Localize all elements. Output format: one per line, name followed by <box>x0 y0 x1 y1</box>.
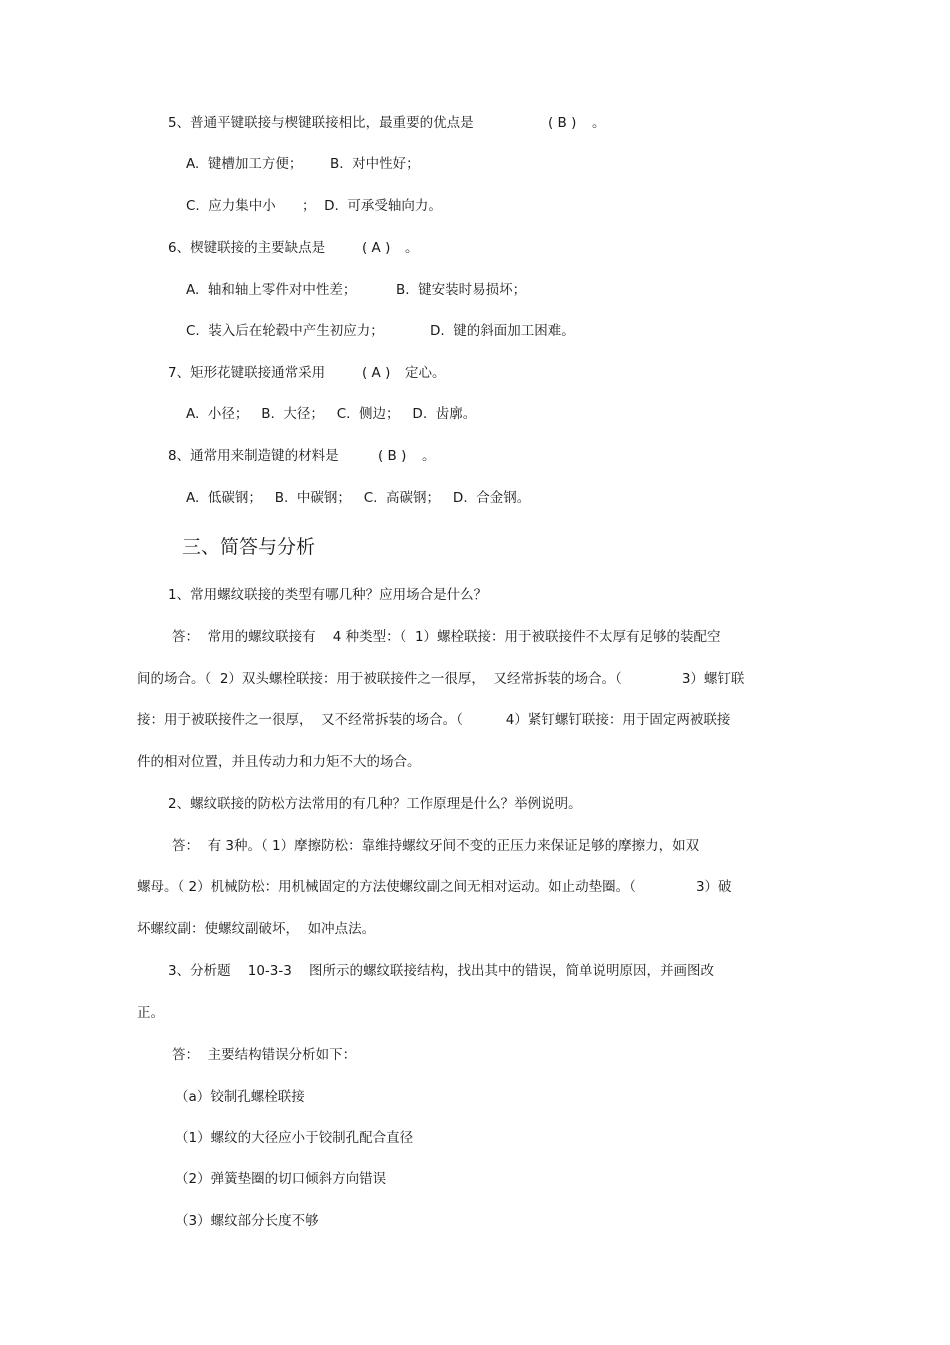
s1-answer-line: 间的场合。（ 2）双头螺栓联接：用于被联接件之一很厚， 又经常拆装的场合。（ 3）螺钉联 <box>137 671 745 687</box>
q6-answer: ( A ) <box>362 240 391 256</box>
s3-answer-line: （3）螺纹部分长度不够 <box>175 1213 319 1229</box>
q6-end: 。 <box>405 240 419 256</box>
q6-option-d: D. 键的斜面加工困难。 <box>430 323 575 339</box>
s3-answer-line: （2）弹簧垫圈的切口倾斜方向错误 <box>175 1171 387 1187</box>
q6-option-c: C. 装入后在轮毂中产生初应力； <box>186 323 384 339</box>
q5-stem: 5、普通平键联接与楔键联接相比，最重要的优点是 <box>168 115 474 131</box>
s2-question: 2、螺纹联接的防松方法常用的有几种？工作原理是什么？举例说明。 <box>168 796 582 812</box>
s2-answer-line: 答： 有 3种。（ 1）摩擦防松：靠维持螺纹牙间不变的正压力来保证足够的摩擦力，如双 <box>172 838 700 854</box>
section-title: 三、简答与分析 <box>182 536 316 558</box>
q7-stem: 7、矩形花键联接通常采用 <box>168 365 326 381</box>
q7-answer: ( A ) <box>362 365 391 381</box>
s2-answer-line: 螺母。（ 2）机械防松：用机械固定的方法使螺纹副之间无相对运动。如止动垫圈。（ 3）破 <box>137 879 732 895</box>
q5-option-c: C. 应力集中小 <box>186 198 276 214</box>
q8-end: 。 <box>422 448 436 464</box>
s1-answer-line: 件的相对位置，并且传动力和力矩不大的场合。 <box>137 754 421 770</box>
s3-question-line: 3、分析题 10-3-3 图所示的螺纹联接结构，找出其中的错误，简单说明原因，并画图改 <box>168 963 715 979</box>
q8-answer: ( B ) <box>378 448 407 464</box>
q7-end: 定心。 <box>405 365 446 381</box>
s1-question: 1、常用螺纹联接的类型有哪几种？应用场合是什么？ <box>168 587 488 603</box>
q6-option-a: A. 轴和轴上零件对中性差； <box>186 282 357 298</box>
q7-options: A. 小径； B. 大径； C. 侧边； D. 齿廓。 <box>186 406 477 422</box>
q5-option-a: A. 键槽加工方便； <box>186 156 303 172</box>
q6-stem: 6、楔键联接的主要缺点是 <box>168 240 326 256</box>
s3-question-line: 正。 <box>137 1005 164 1021</box>
q8-options: A. 低碳钢； B. 中碳钢； C. 高碳钢； D. 合金钢。 <box>186 490 531 506</box>
q5-answer: ( B ) <box>548 115 577 131</box>
q5-end: 。 <box>592 115 606 131</box>
s3-answer-line: （1）螺纹的大径应小于铰制孔配合直径 <box>175 1130 414 1146</box>
s2-answer-line: 坏螺纹副：使螺纹副破坏， 如冲点法。 <box>137 921 376 937</box>
q5-option-d: ； D. 可承受轴向力。 <box>302 198 442 214</box>
s1-answer-line: 接：用于被联接件之一很厚， 又不经常拆装的场合。（ 4）紧钉螺钉联接：用于固定两被联接 <box>137 712 731 728</box>
q8-stem: 8、通常用来制造键的材料是 <box>168 448 339 464</box>
s1-answer-line: 答： 常用的螺纹联接有 4 种类型：（ 1）螺栓联接：用于被联接件不太厚有足够的装配空 <box>172 629 721 645</box>
s3-answer-line: 答： 主要结构错误分析如下： <box>172 1047 357 1063</box>
s3-answer-line: （a）铰制孔螺栓联接 <box>175 1089 305 1105</box>
q5-option-b: B. 对中性好； <box>330 156 420 172</box>
q6-option-b: B. 键安装时易损坏； <box>396 282 527 298</box>
